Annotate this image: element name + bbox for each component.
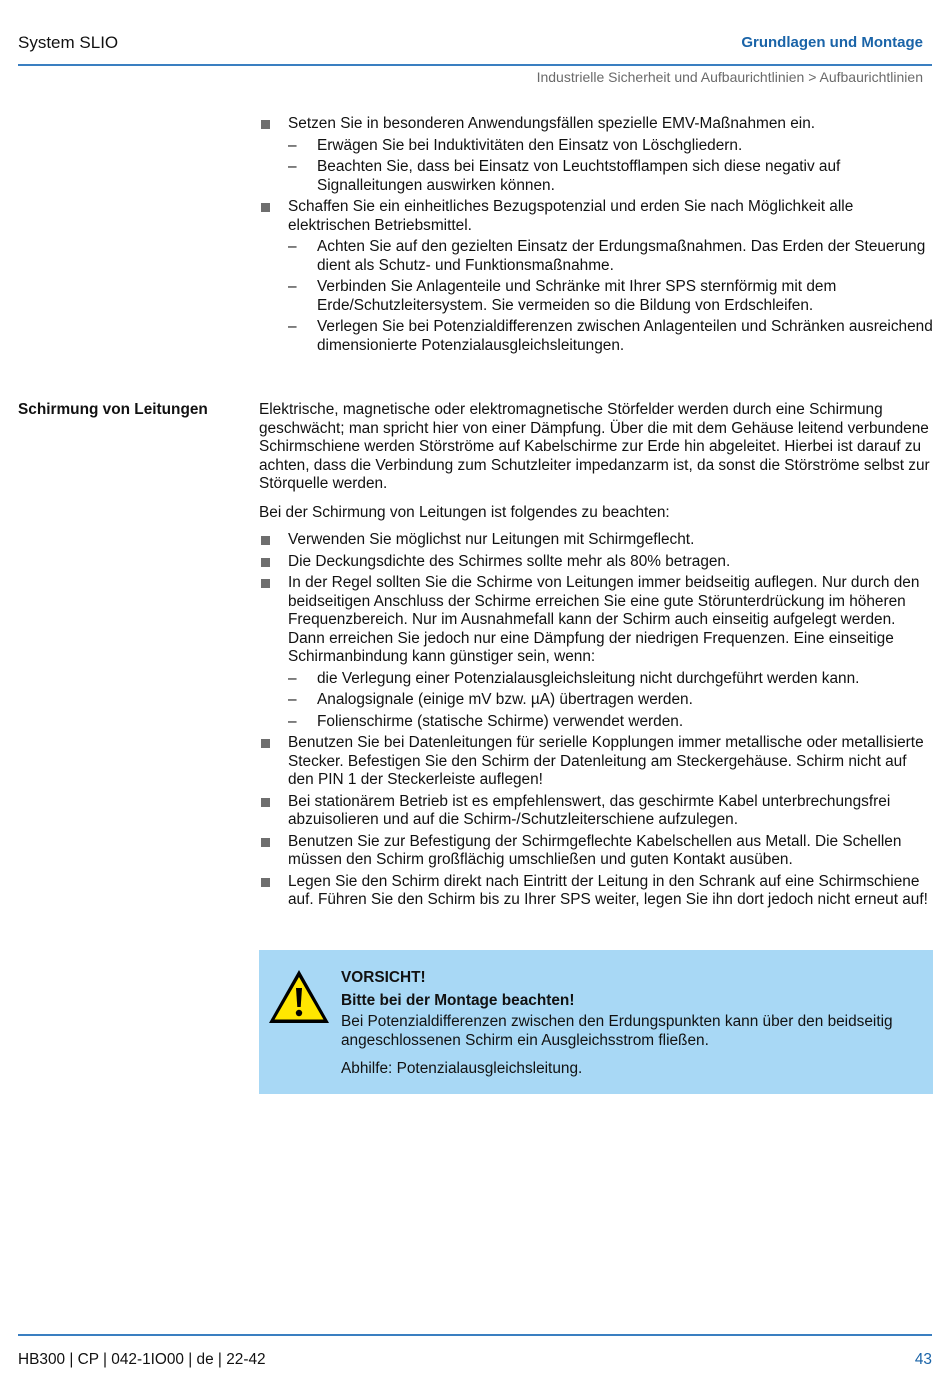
sub-list-item-text: Verlegen Sie bei Potenzialdifferenzen zwischen Anlagenteilen und Schränken ausreichend dimensionierte Potenzialausgleichsleitungen.: [317, 318, 933, 354]
square-bullet-icon: [261, 878, 270, 887]
square-bullet-icon: [261, 798, 270, 807]
square-bullet-icon: [261, 536, 270, 545]
list-item-text: Benutzen Sie bei Datenleitungen für serielle Kopplungen immer metallische oder metallisierte Stecker. Befestigen Sie den Schirm der Datenleitung am Steckergehäuse. Schirm nicht auf den PIN 1 der Steckerleiste auflegen!: [288, 734, 924, 788]
sub-list-item: [288, 670, 934, 689]
list-item-text: Benutzen Sie zur Befestigung der Schirmgeflechte Kabelschellen aus Metall. Die Schellen müssen den Schirm großflächig umschließen und guten Kontakt ausüben.: [288, 832, 902, 868]
square-bullet-icon: [261, 579, 270, 588]
sub-list-item-text: Erwägen Sie bei Induktivitäten den Einsatz von Löschgliedern.: [317, 136, 743, 154]
section-shielding: [259, 401, 934, 913]
sub-list-item-text: Achten Sie auf den gezielten Einsatz der Erdungsmaßnahmen. Das Erden der Steuerung dient als Schutz- und Funktionsmaßnahme.: [317, 238, 926, 274]
dash-bullet-icon: –: [288, 669, 297, 687]
lead-paragraph: Bei der Schirmung von Leitungen ist folgendes zu beachten:: [259, 503, 670, 521]
caution-title: Bitte bei der Montage beachten!: [341, 992, 575, 1009]
dash-bullet-icon: –: [288, 712, 297, 730]
sub-list: [288, 137, 934, 196]
sub-list-item-text: Folienschirme (statische Schirme) verwendet werden.: [317, 712, 684, 730]
list-item: [259, 531, 934, 550]
section-emv-list: [259, 115, 934, 358]
sub-list-item: [288, 238, 934, 275]
square-bullet-icon: [261, 838, 270, 847]
caution-label: VORSICHT!: [341, 969, 426, 986]
sub-list-item-text: Verbinden Sie Anlagenteile und Schränke mit Ihrer SPS sternförmig mit dem Erde/Schutzleitersystem. Sie vermeiden so die Bildung von Erdschleifen.: [317, 278, 837, 314]
sub-list-item-text: die Verlegung einer Potenzialausgleichsleitung nicht durchgeführt werden kann.: [317, 669, 860, 687]
list-item: [259, 198, 934, 355]
sub-list-item: [288, 278, 934, 315]
page-number: 43: [914, 1351, 932, 1368]
sub-list: [288, 670, 934, 732]
caution-text: [341, 968, 921, 1078]
square-bullet-icon: [261, 739, 270, 748]
header-divider: [18, 64, 932, 66]
list-item-text: Legen Sie den Schirm direkt nach Eintritt der Leitung in den Schrank auf eine Schirmschiene auf. Führen Sie den Schirm bis zu Ihrer SPS weiter, legen Sie ihn dort jedoch nicht erneut auf!: [288, 872, 928, 908]
square-bullet-icon: [261, 120, 270, 129]
bullet-list: [259, 115, 934, 355]
caution-remedy: Abhilfe: Potenzialausgleichsleitung.: [341, 1060, 583, 1077]
list-item: [259, 574, 934, 731]
list-item-text: Verwenden Sie möglichst nur Leitungen mit Schirmgeflecht.: [288, 531, 695, 548]
product-title: System SLIO: [18, 33, 119, 52]
sub-list-item-text: Analogsignale (einige mV bzw. µA) übertragen werden.: [317, 691, 693, 708]
sub-list-item: [288, 713, 934, 732]
dash-bullet-icon: –: [288, 238, 297, 255]
sub-list-item-text: Beachten Sie, dass bei Einsatz von Leuchtstofflampen sich diese negativ auf Signalleitungen auswirken können.: [317, 158, 841, 194]
list-item: [259, 734, 934, 790]
intro-paragraph: Elektrische, magnetische oder elektromagnetische Störfelder werden durch eine Schirmung geschwächt; man spricht hier von einer Dämpfung. Über die mit dem Gehäuse leitend verbundene Schirmschiene werden Störströme auf Kabelschirme zur Erde hin abgeleitet. Hierbei ist darauf zu achten, dass die Verbindung zum Schutzleiter impedanzarm ist, da sonst die Störströme selbst zur Störquelle werden.: [259, 401, 930, 492]
footer-divider: [18, 1334, 932, 1336]
list-item-text: Setzen Sie in besonderen Anwendungsfällen spezielle EMV-Maßnahmen ein.: [288, 115, 816, 132]
section-heading: Schirmung von Leitungen: [18, 401, 208, 418]
sub-list: [288, 238, 934, 355]
caution-body: Bei Potenzialdifferenzen zwischen den Erdungspunkten kann über den beidseitig angeschlossenen Schirm ein Ausgleichsstrom fließen.: [341, 1013, 893, 1049]
breadcrumb: Industrielle Sicherheit und Aufbaurichtlinien > Aufbaurichtlinien: [536, 69, 923, 85]
list-item: [259, 833, 934, 870]
list-item: [259, 553, 934, 572]
list-item-text: Bei stationärem Betrieb ist es empfehlenswert, das geschirmte Kabel unterbrechungsfrei abzuisolieren und auf die Schirm-/Schutzleiterschiene aufzulegen.: [288, 792, 891, 828]
list-item: [259, 873, 934, 910]
list-item: [259, 115, 934, 195]
list-item-text: Schaffen Sie ein einheitliches Bezugspotenzial und erden Sie nach Möglichkeit alle elektrischen Betriebsmittel.: [288, 198, 854, 234]
sub-list-item: [288, 137, 934, 156]
dash-bullet-icon: –: [288, 158, 297, 175]
chapter-title: Grundlagen und Montage: [741, 34, 923, 51]
list-item-text: Die Deckungsdichte des Schirmes sollte mehr als 80% betragen.: [288, 552, 731, 570]
dash-bullet-icon: –: [288, 318, 297, 335]
list-item: [259, 793, 934, 830]
document-id: HB300 | CP | 042-1IO00 | de | 22-42: [18, 1351, 266, 1368]
sub-list-item: [288, 691, 934, 710]
sub-list-item: [288, 318, 934, 355]
list-item-text: In der Regel sollten Sie die Schirme von Leitungen immer beidseitig auflegen. Nur durch den beidseitigen Anschluss der Schirme erreichen Sie eine gute Störunterdrückung im höheren Frequenzbereich. Nur im Ausnahmefall kann der Schirm auch einseitig aufgelegt werden. Dann erreichen Sie jedoch nur eine Dämpfung der niedrigen Frequenzen. Eine einseitige Schirmanbindung kann günstiger sein, wenn:: [288, 574, 920, 665]
bullet-list: [259, 531, 934, 910]
caution-box: [259, 950, 933, 1094]
square-bullet-icon: [261, 558, 270, 567]
square-bullet-icon: [261, 203, 270, 212]
dash-bullet-icon: –: [288, 278, 297, 295]
dash-bullet-icon: –: [288, 136, 297, 154]
sub-list-item: [288, 158, 934, 195]
dash-bullet-icon: –: [288, 691, 297, 708]
warning-triangle-icon: [267, 968, 331, 1026]
